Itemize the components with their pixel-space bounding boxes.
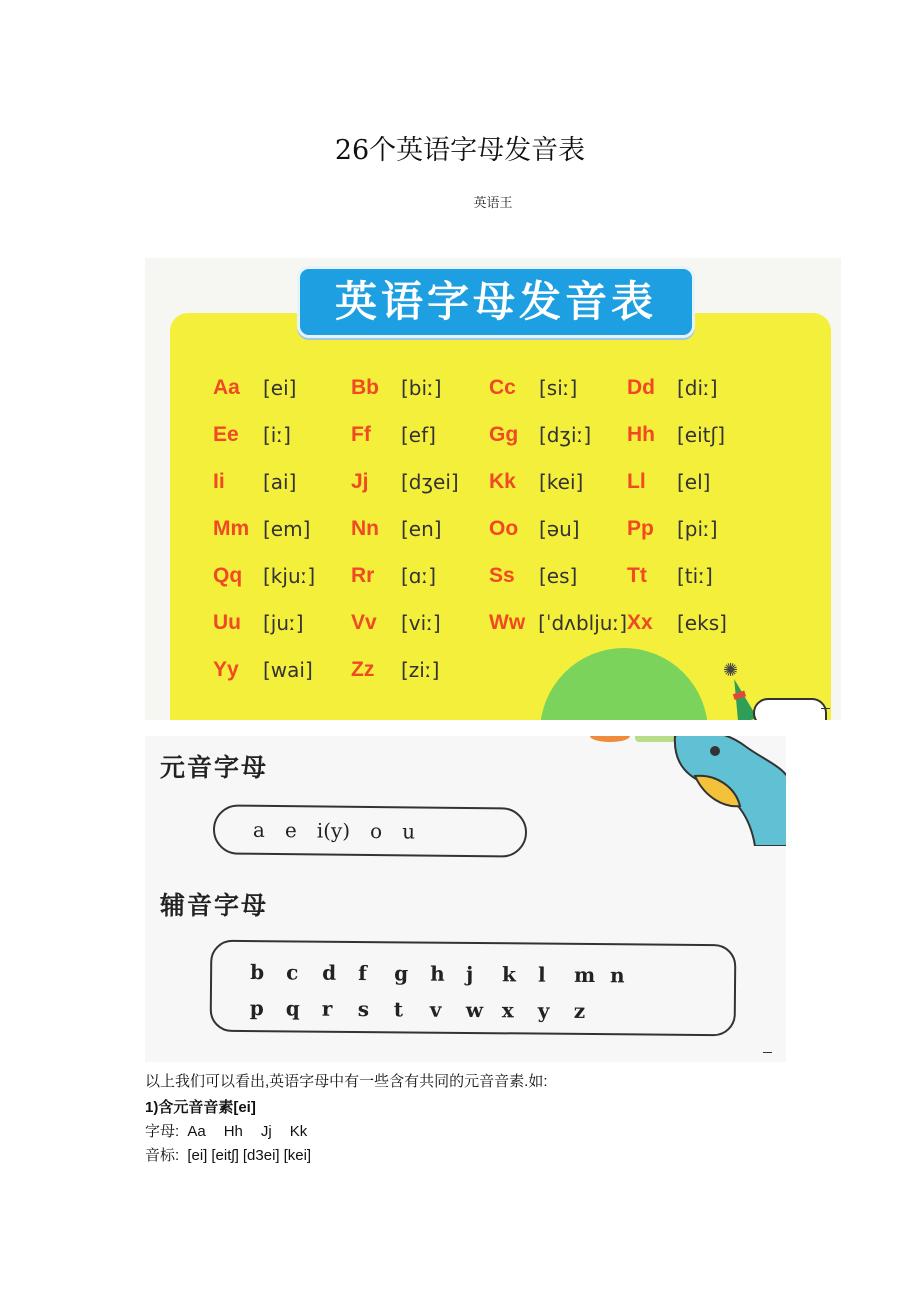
phonetic-item: [ei] — [187, 1147, 208, 1164]
consonant-row-1 — [250, 954, 734, 994]
letter-cell — [627, 458, 765, 505]
phonetic: [tiː] — [677, 563, 713, 588]
phonetic: [en] — [401, 516, 442, 541]
letter: Vv — [351, 610, 377, 634]
vowel-letter: o — [369, 819, 383, 844]
vowel-letter: e — [284, 818, 297, 843]
consonant-letter: x — [501, 998, 514, 1023]
consonant-letter: r — [321, 996, 333, 1021]
letters-label: 字母: — [145, 1123, 180, 1140]
letter: Nn — [351, 516, 379, 540]
intro-paragraph: 以上我们可以看出,英语字母中有一些含有共同的元音音素.如: — [145, 1073, 548, 1090]
letter: Ii — [213, 469, 225, 493]
letter-cell — [351, 364, 489, 411]
consonant-letter: m — [574, 962, 596, 988]
letter: Mm — [213, 516, 250, 540]
dash-mark — [763, 1052, 772, 1053]
letter: Kk — [489, 469, 516, 493]
hat-tuft-icon: ✺ — [723, 660, 739, 681]
phonetic: [ef] — [401, 422, 436, 447]
letter-cell — [213, 552, 351, 599]
consonant-letter: c — [286, 960, 299, 985]
letter: Tt — [627, 563, 647, 587]
alphabet-chart-image — [145, 258, 841, 720]
phonetic: [dʒiː] — [539, 422, 592, 447]
letter: Gg — [489, 422, 519, 446]
phonetic: [ei] — [263, 375, 297, 400]
phonetic: [juː] — [263, 610, 304, 635]
phonetic: [iː] — [263, 422, 291, 447]
consonant-letter: s — [357, 996, 370, 1022]
phonetic: [siː] — [539, 375, 578, 400]
phonetic: [es] — [539, 563, 578, 588]
letter-cell — [351, 599, 489, 646]
phonetic-item: [d3ei] — [242, 1147, 280, 1164]
consonant-letter: p — [249, 996, 264, 1021]
phonetic: [eks] — [677, 610, 727, 635]
consonant-letter: h — [430, 961, 445, 986]
letter: Uu — [213, 610, 241, 634]
letter-cell — [627, 411, 765, 458]
consonant-letter: g — [394, 961, 409, 986]
consonant-letter: v — [429, 997, 442, 1022]
letter-cell — [213, 411, 351, 458]
duck-icon — [753, 698, 827, 720]
letter-cell — [489, 552, 627, 599]
vowel-letter: u — [402, 819, 416, 844]
phonetics-line — [145, 1144, 311, 1165]
phonetic: [wai] — [263, 657, 313, 682]
phonetic: [biː] — [401, 375, 442, 400]
consonant-box — [210, 940, 737, 1037]
phonetics-list — [183, 1147, 311, 1164]
letter: Ff — [351, 422, 371, 446]
letter-groups-image — [145, 736, 786, 1062]
consonant-heading: 辅音字母 — [160, 891, 269, 920]
letter: Qq — [213, 563, 243, 587]
letter: Ww — [489, 610, 526, 634]
letter-cell — [351, 411, 489, 458]
letter: Pp — [627, 516, 654, 540]
consonant-letter: b — [250, 960, 265, 985]
letter-cell — [489, 599, 627, 646]
phonetic: [eitʃ] — [677, 422, 726, 447]
duck-icon — [655, 736, 786, 846]
document-author: 英语王 — [473, 196, 513, 211]
phonetic-item: [eitʃ] — [211, 1147, 239, 1164]
letters-list — [183, 1123, 307, 1140]
consonant-letter: z — [573, 998, 586, 1023]
letter: Rr — [351, 563, 375, 587]
letter: Zz — [351, 657, 375, 681]
phonetic: [ɑː] — [401, 563, 437, 588]
consonant-row-2 — [250, 990, 734, 1030]
chart-banner: 英语字母发音表 — [297, 266, 695, 338]
letter: Xx — [627, 610, 653, 634]
letter-cell — [489, 364, 627, 411]
dash-mark — [821, 708, 830, 709]
letter-cell — [213, 646, 351, 693]
phonetic: [əu] — [539, 516, 580, 541]
letter-grid — [213, 364, 813, 693]
letter-item: Kk — [289, 1123, 308, 1140]
consonant-letter: d — [322, 960, 337, 985]
consonant-letter: f — [358, 960, 367, 986]
letter-cell — [627, 599, 765, 646]
letter: Oo — [489, 516, 519, 540]
consonant-letter: k — [502, 962, 517, 987]
vowel-box — [213, 804, 528, 857]
consonant-letter: w — [465, 997, 484, 1023]
phonetic: [el] — [677, 469, 711, 494]
letter: Ll — [627, 469, 646, 493]
consonant-letter: y — [537, 998, 550, 1023]
letter: Hh — [627, 422, 655, 446]
letter-cell — [351, 646, 489, 693]
letter-cell — [351, 505, 489, 552]
vowel-letter: a — [252, 817, 266, 842]
letter-cell — [213, 458, 351, 505]
phonetic: [em] — [263, 516, 311, 541]
letter: Jj — [351, 469, 369, 493]
letter-cell — [213, 599, 351, 646]
phonetic-item: [kei] — [283, 1147, 312, 1164]
letter-cell — [627, 505, 765, 552]
letter: Aa — [213, 375, 240, 399]
letter-item: Jj — [260, 1123, 272, 1140]
letter: Ee — [213, 422, 239, 446]
letter-cell — [351, 458, 489, 505]
phonetic: [ziː] — [401, 657, 440, 682]
phonetic: [ai] — [263, 469, 297, 494]
letter-cell — [489, 458, 627, 505]
vowel-heading: 元音字母 — [160, 753, 269, 782]
phonetics-label: 音标: — [145, 1147, 180, 1164]
consonant-letter: t — [393, 997, 404, 1022]
orange-decoration — [590, 736, 630, 742]
letters-line — [145, 1120, 307, 1141]
phonetic: [dʒei] — [401, 469, 459, 494]
letter-cell — [489, 505, 627, 552]
document-title: 26个英语字母发音表 — [334, 135, 586, 166]
letter-cell — [213, 364, 351, 411]
letter-cell — [351, 552, 489, 599]
consonant-letter: q — [285, 996, 300, 1021]
phonetic: [kei] — [539, 469, 584, 494]
consonant-letter: j — [466, 961, 474, 987]
letter: Bb — [351, 375, 379, 399]
phonetic: [viː] — [401, 610, 441, 635]
item1-heading: 1)含元音音素[ei] — [145, 1099, 256, 1116]
letter: Ss — [489, 563, 515, 587]
letter-cell — [627, 552, 765, 599]
phonetic: [ˈdʌbljuː] — [538, 610, 627, 635]
letter-item: Hh — [223, 1123, 243, 1140]
letter-cell — [627, 364, 765, 411]
consonant-letter: n — [610, 963, 625, 988]
letter-cell — [489, 411, 627, 458]
letter: Yy — [213, 657, 239, 681]
vowel-letter: i(y) — [316, 818, 351, 843]
letter-cell — [213, 505, 351, 552]
letter: Dd — [627, 375, 655, 399]
phonetic: [piː] — [677, 516, 718, 541]
letter: Cc — [489, 375, 516, 399]
letter-item: Aa — [187, 1123, 206, 1140]
phonetic: [kjuː] — [263, 563, 316, 588]
consonant-letter: l — [538, 962, 546, 987]
phonetic: [diː] — [677, 375, 718, 400]
